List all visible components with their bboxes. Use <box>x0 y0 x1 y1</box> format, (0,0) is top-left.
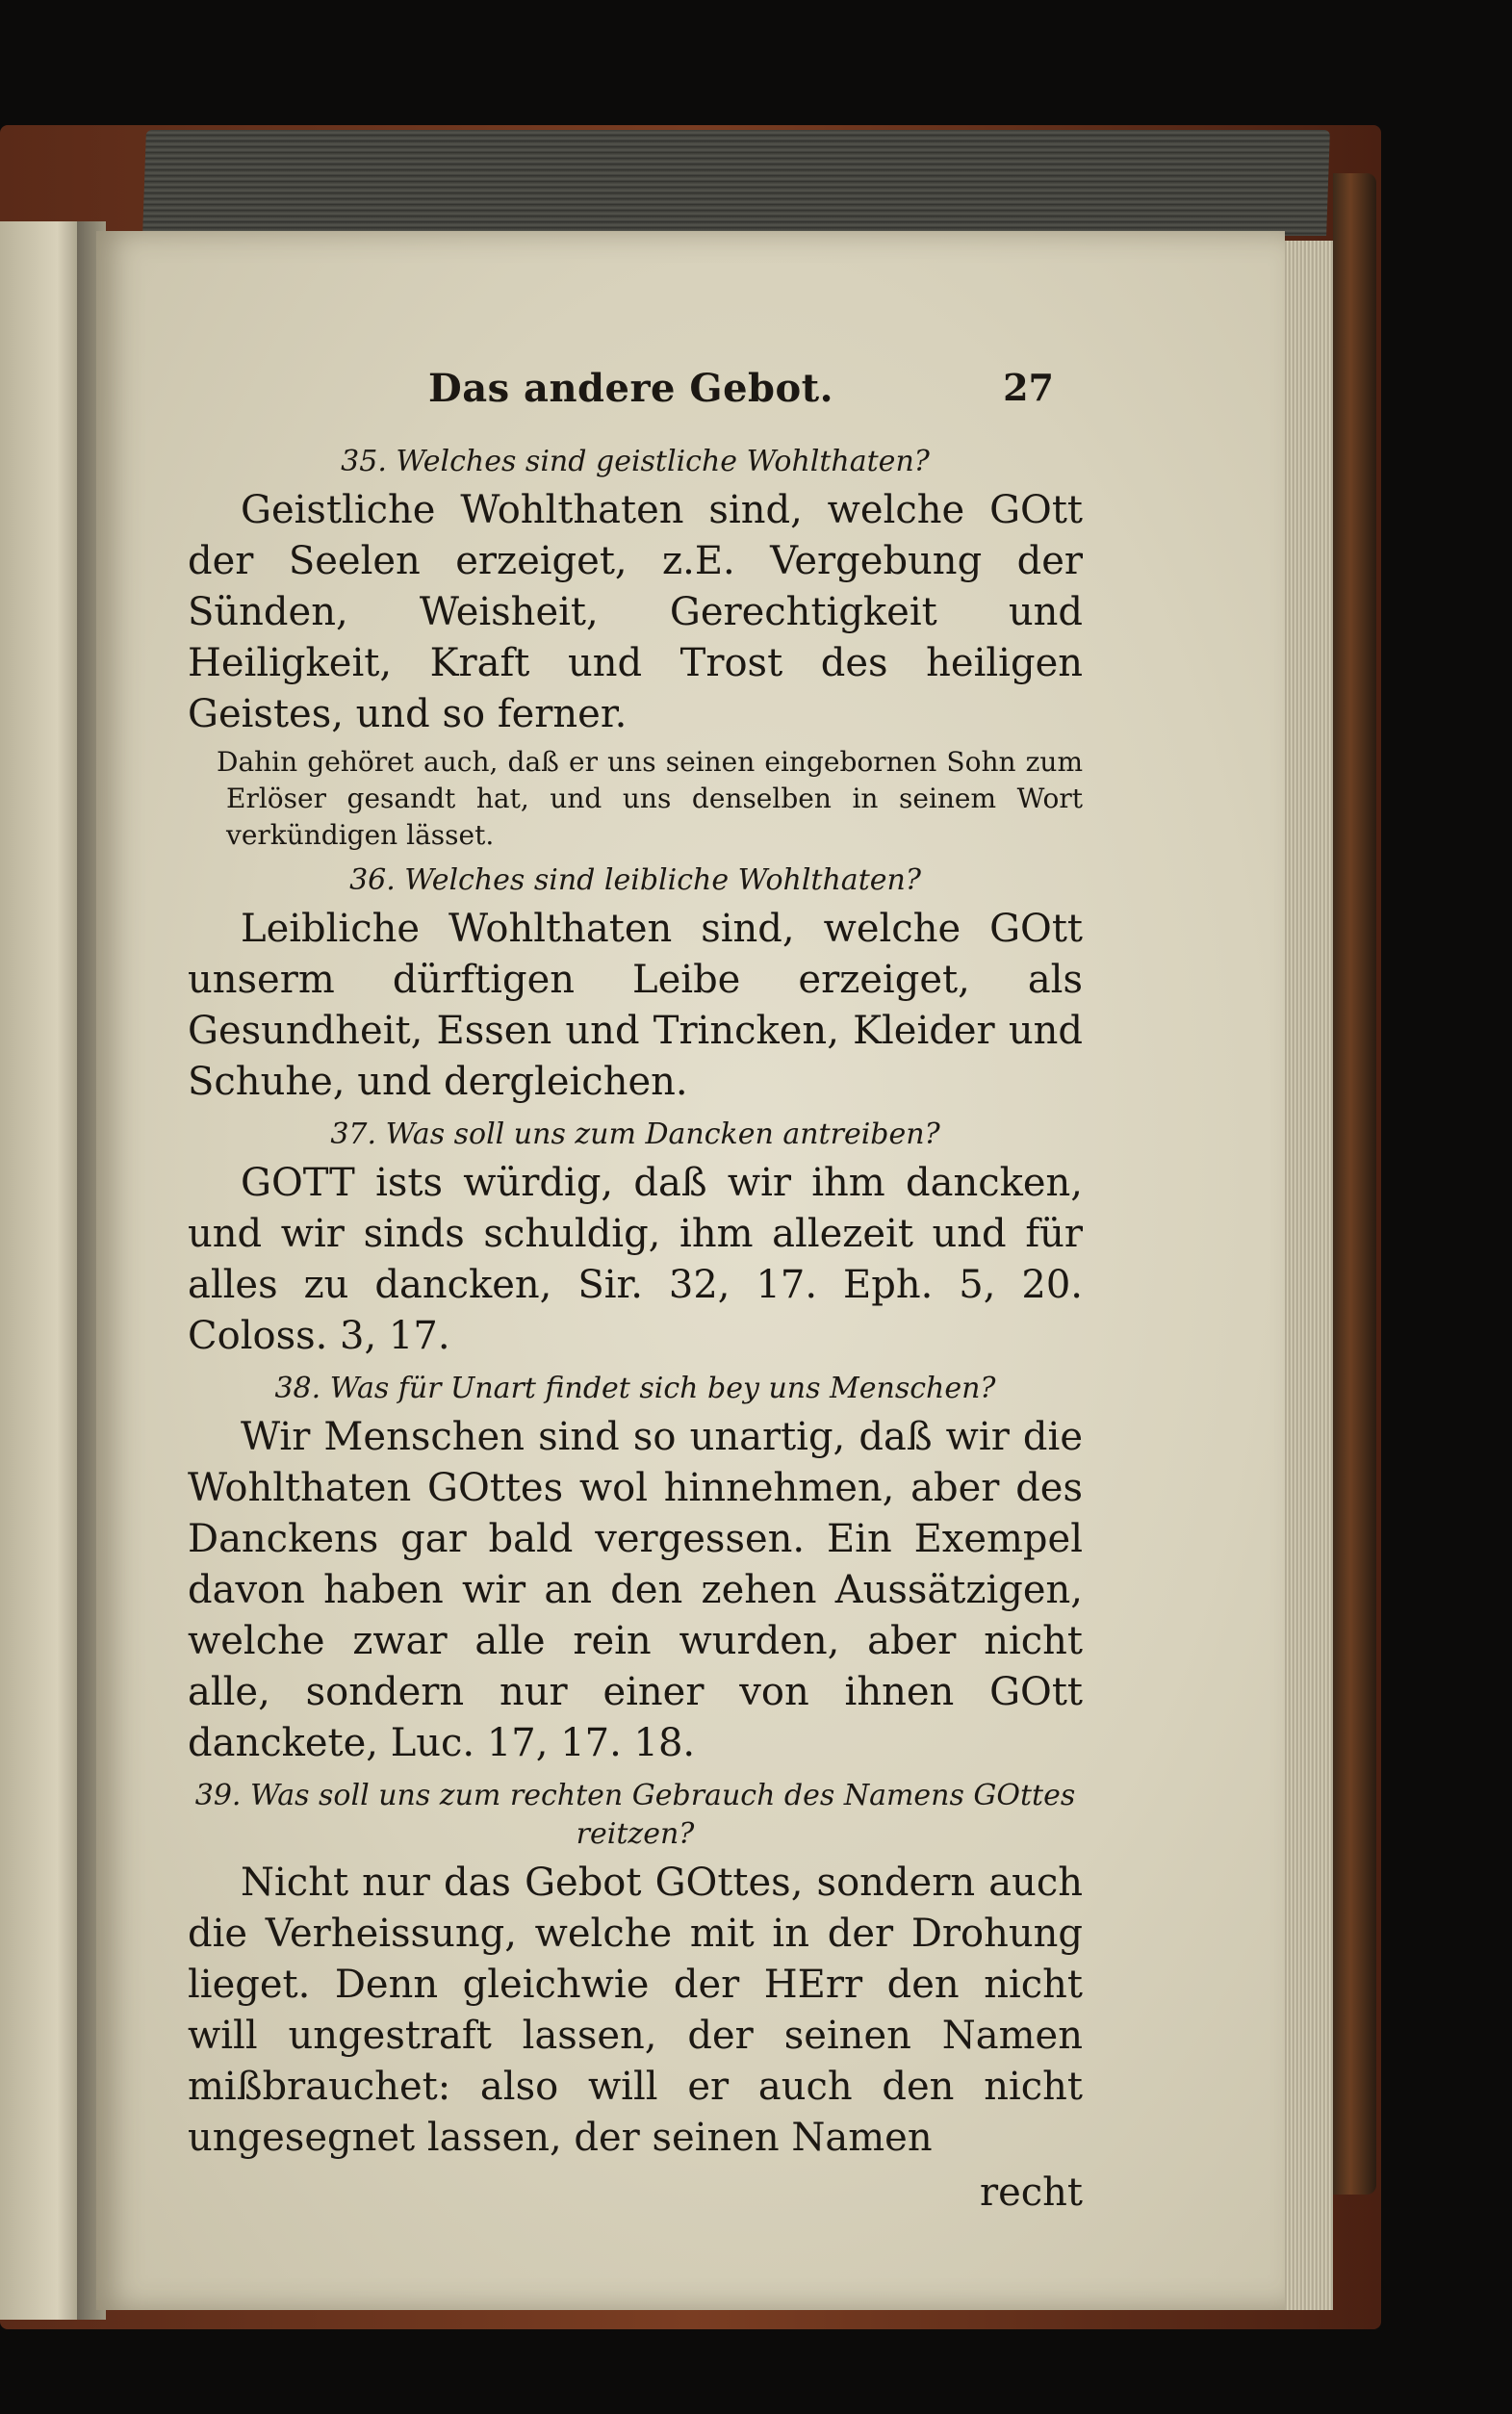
page-fore-edges <box>1280 241 1333 2310</box>
left-page-edge <box>0 221 82 2320</box>
book-spine-edge <box>1333 173 1376 2195</box>
answer-38: Wir Menschen sind so unartig, daß wir die Wohlthaten GOttes wol hinnehmen, aber des Danckens gar bald vergessen. Ein Exempel davon haben wir an den zehen Aussätzigen, welche zwar alle rein wurden, aber nicht alle, sondern nur einer von ihnen GOtt danckete, Luc. 17, 17. 18. <box>188 1415 1083 1765</box>
page-number: 27 <box>1003 366 1054 409</box>
running-title: Das andere Gebot. <box>428 366 834 411</box>
question-38: 38. Was für Unart findet sich bey uns Menschen? <box>274 1372 996 1405</box>
answer-37: GOTT ists würdig, daß wir ihm dancken, und wir sinds schuldig, ihm allezeit und für alles zu dancken, Sir. 32, 17. Eph. 5, 20. Coloss. 3, 17. <box>188 1161 1083 1358</box>
page-block-top-edge <box>142 130 1330 236</box>
question-36: 36. Welches sind leibliche Wohlthaten? <box>349 863 921 897</box>
catchword: recht <box>979 2170 1083 2215</box>
text-block <box>188 366 1083 2219</box>
page-header <box>188 366 1083 433</box>
answer-36: Leibliche Wohlthaten sind, welche GOtt unserm dürftigen Leibe erzeiget, als Gesundheit, Essen und Trincken, Kleider und Schuhe, und dergleichen. <box>188 907 1083 1104</box>
question-35: 35. Welches sind geistliche Wohlthaten? <box>341 445 930 478</box>
note-35: Dahin gehöret auch, daß er uns seinen eingebornen Sohn zum Erlöser gesandt hat, und uns denselben in seinem Wort verkündigen lässet. <box>217 746 1083 851</box>
answer-39: Nicht nur das Gebot GOttes, sondern auch die Verheissung, welche mit in der Drohung lieget. Denn gleichwie der HErr den nicht will ungestraft lassen, der seinen Namen mißbrauchet: also will er auch den nicht ungesegnet lassen, der seinen Namen <box>188 1861 1083 2160</box>
answer-35: Geistliche Wohlthaten sind, welche GOtt der Seelen erzeiget, z.E. Vergebung der Sünden, Weisheit, Gerechtigkeit und Heiligkeit, Kraft und Trost des heiligen Geistes, und so ferner. <box>188 488 1083 736</box>
question-37: 37. Was soll uns zum Dancken antreiben? <box>330 1117 940 1151</box>
question-39: 39. Was soll uns zum rechten Gebrauch des Namens GOttes reitzen? <box>194 1779 1076 1851</box>
